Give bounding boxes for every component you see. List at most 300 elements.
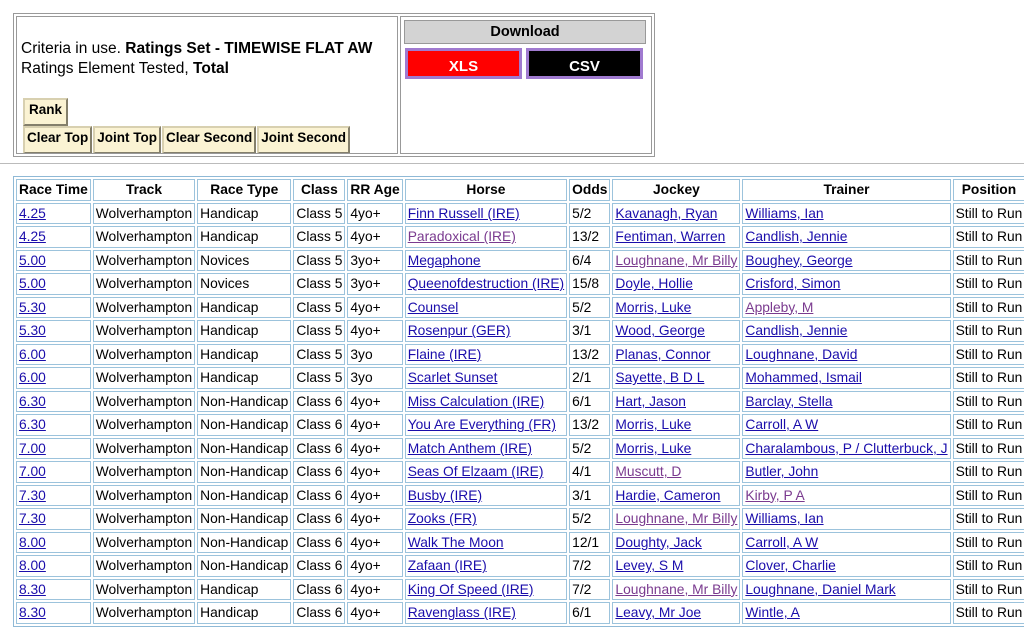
- odds-cell: 5/2: [569, 438, 610, 460]
- class-cell: Class 5: [293, 344, 345, 366]
- race-time-link[interactable]: 7.00: [19, 440, 46, 456]
- jockey-cell: [612, 555, 740, 577]
- odds-cell: 6/4: [569, 250, 610, 272]
- trainer-cell: [742, 203, 950, 225]
- header-horse: Horse: [405, 179, 567, 201]
- horse-cell: [405, 250, 567, 272]
- race-time-cell: [16, 461, 91, 483]
- trainer-link[interactable]: Loughnane, Daniel Mark: [745, 581, 896, 597]
- horse-link[interactable]: Match Anthem (IRE): [407, 440, 532, 456]
- horse-link[interactable]: Seas Of Elzaam (IRE): [407, 464, 544, 480]
- trainer-link[interactable]: Carroll, A W: [745, 534, 819, 550]
- class-cell: Class 6: [293, 579, 345, 601]
- class-cell: Class 6: [293, 391, 345, 413]
- odds-cell: 3/1: [569, 485, 610, 507]
- jockey-link[interactable]: Doyle, Hollie: [615, 276, 693, 292]
- trainer-cell: [742, 367, 950, 389]
- horse-link[interactable]: King Of Speed (IRE): [407, 581, 534, 597]
- race-time-cell: [16, 320, 91, 342]
- rr-age-cell: 4yo+: [347, 485, 402, 507]
- trainer-cell: [742, 579, 950, 601]
- table-row: [16, 461, 1024, 483]
- position-cell: Still to Run: [953, 414, 1024, 436]
- horse-link[interactable]: Queenofdestruction (IRE): [407, 276, 565, 292]
- odds-cell: 7/2: [569, 555, 610, 577]
- horse-cell: [405, 391, 567, 413]
- horse-cell: [405, 508, 567, 530]
- rr-age-cell: 3yo: [347, 367, 402, 389]
- position-cell: Still to Run: [953, 461, 1024, 483]
- trainer-link[interactable]: Clover, Charlie: [745, 558, 836, 574]
- track-cell: Wolverhampton: [93, 508, 195, 530]
- joint-second-button[interactable]: Joint Second: [257, 126, 350, 154]
- header-jockey: Jockey: [612, 179, 740, 201]
- jockey-link[interactable]: Loughnane, Mr Billy: [615, 581, 738, 597]
- download-csv-button[interactable]: CSV: [526, 48, 643, 79]
- position-cell: Still to Run: [953, 273, 1024, 295]
- race-time-link[interactable]: 7.30: [19, 511, 46, 527]
- filter-button-row: [23, 126, 350, 154]
- track-cell: Wolverhampton: [93, 532, 195, 554]
- table-row: [16, 508, 1024, 530]
- jockey-cell: [612, 579, 740, 601]
- class-cell: Class 6: [293, 602, 345, 624]
- race-type-cell: Non-Handicap: [197, 414, 291, 436]
- class-cell: Class 5: [293, 203, 345, 225]
- jockey-cell: [612, 461, 740, 483]
- jockey-cell: [612, 438, 740, 460]
- race-type-cell: Non-Handicap: [197, 508, 291, 530]
- race-time-link[interactable]: 5.00: [19, 276, 46, 292]
- track-cell: Wolverhampton: [93, 414, 195, 436]
- race-time-cell: [16, 344, 91, 366]
- table-row: [16, 367, 1024, 389]
- trainer-cell: [742, 297, 950, 319]
- race-time-cell: [16, 250, 91, 272]
- track-cell: Wolverhampton: [93, 555, 195, 577]
- race-time-cell: [16, 203, 91, 225]
- trainer-cell: [742, 602, 950, 624]
- class-cell: Class 5: [293, 320, 345, 342]
- jockey-link[interactable]: Morris, Luke: [615, 417, 692, 433]
- horse-cell: [405, 414, 567, 436]
- horse-link[interactable]: Miss Calculation (IRE): [407, 393, 545, 409]
- track-cell: Wolverhampton: [93, 367, 195, 389]
- ratings-set-value: Ratings Set - TIMEWISE FLAT AW: [125, 40, 373, 57]
- race-time-link[interactable]: 6.30: [19, 393, 46, 409]
- track-cell: Wolverhampton: [93, 250, 195, 272]
- odds-cell: 12/1: [569, 532, 610, 554]
- rr-age-cell: 3yo: [347, 344, 402, 366]
- jockey-cell: [612, 367, 740, 389]
- race-time-cell: [16, 226, 91, 248]
- trainer-link[interactable]: Loughnane, David: [745, 346, 858, 362]
- trainer-link[interactable]: Appleby, M: [745, 299, 814, 315]
- odds-cell: 5/2: [569, 508, 610, 530]
- jockey-link[interactable]: Planas, Connor: [615, 346, 711, 362]
- table-row: [16, 602, 1024, 624]
- download-xls-button[interactable]: XLS: [405, 48, 522, 79]
- horse-cell: [405, 602, 567, 624]
- rr-age-cell: 4yo+: [347, 391, 402, 413]
- jockey-cell: [612, 508, 740, 530]
- class-cell: Class 6: [293, 485, 345, 507]
- rr-age-cell: 4yo+: [347, 226, 402, 248]
- trainer-cell: [742, 344, 950, 366]
- rr-age-cell: 3yo+: [347, 250, 402, 272]
- race-time-cell: [16, 532, 91, 554]
- track-cell: Wolverhampton: [93, 485, 195, 507]
- race-time-link[interactable]: 7.00: [19, 464, 46, 480]
- track-cell: Wolverhampton: [93, 226, 195, 248]
- clear-top-button[interactable]: Clear Top: [23, 126, 92, 154]
- jockey-link[interactable]: Kavanagh, Ryan: [615, 205, 718, 221]
- jockey-link[interactable]: Hardie, Cameron: [615, 487, 721, 503]
- track-cell: Wolverhampton: [93, 438, 195, 460]
- race-type-cell: Handicap: [197, 226, 291, 248]
- header-track: Track: [93, 179, 195, 201]
- horse-link[interactable]: Paradoxical (IRE): [407, 229, 516, 245]
- position-cell: Still to Run: [953, 391, 1024, 413]
- race-time-cell: [16, 297, 91, 319]
- trainer-cell: [742, 485, 950, 507]
- jockey-link[interactable]: Loughnane, Mr Billy: [615, 511, 738, 527]
- jockey-cell: [612, 602, 740, 624]
- race-time-cell: [16, 391, 91, 413]
- class-cell: Class 6: [293, 438, 345, 460]
- horse-cell: [405, 438, 567, 460]
- trainer-cell: [742, 461, 950, 483]
- trainer-cell: [742, 320, 950, 342]
- horse-cell: [405, 461, 567, 483]
- race-time-link[interactable]: 6.30: [19, 417, 46, 433]
- rr-age-cell: 4yo+: [347, 508, 402, 530]
- trainer-cell: [742, 532, 950, 554]
- trainer-cell: [742, 438, 950, 460]
- jockey-cell: [612, 344, 740, 366]
- horse-link[interactable]: Rosenpur (GER): [407, 323, 511, 339]
- table-body: [16, 203, 1024, 624]
- class-cell: Class 6: [293, 414, 345, 436]
- odds-cell: 7/2: [569, 579, 610, 601]
- odds-cell: 4/1: [569, 461, 610, 483]
- odds-cell: 13/2: [569, 226, 610, 248]
- jockey-cell: [612, 414, 740, 436]
- criteria-box: [16, 16, 398, 154]
- horse-link[interactable]: Counsel: [407, 299, 459, 315]
- jockey-link[interactable]: Morris, Luke: [615, 440, 692, 456]
- trainer-link[interactable]: Barclay, Stella: [745, 393, 833, 409]
- table-row: [16, 579, 1024, 601]
- results-table-wrapper: [13, 176, 1024, 627]
- results-table: [13, 176, 1024, 627]
- trainer-cell: [742, 250, 950, 272]
- odds-cell: 5/2: [569, 203, 610, 225]
- race-type-cell: Handicap: [197, 344, 291, 366]
- position-cell: Still to Run: [953, 532, 1024, 554]
- jockey-cell: [612, 226, 740, 248]
- jockey-link[interactable]: Morris, Luke: [615, 299, 692, 315]
- criteria-line1-prefix: Criteria in use.: [21, 40, 121, 57]
- horse-cell: [405, 320, 567, 342]
- race-time-cell: [16, 555, 91, 577]
- jockey-cell: [612, 250, 740, 272]
- odds-cell: 5/2: [569, 297, 610, 319]
- horse-link[interactable]: Finn Russell (IRE): [407, 205, 520, 221]
- horse-cell: [405, 579, 567, 601]
- jockey-cell: [612, 485, 740, 507]
- track-cell: Wolverhampton: [93, 297, 195, 319]
- jockey-link[interactable]: Sayette, B D L: [615, 370, 705, 386]
- track-cell: Wolverhampton: [93, 391, 195, 413]
- class-cell: Class 6: [293, 461, 345, 483]
- position-cell: Still to Run: [953, 250, 1024, 272]
- trainer-cell: [742, 273, 950, 295]
- jockey-link[interactable]: Muscutt, D: [615, 464, 682, 480]
- horse-link[interactable]: Walk The Moon: [407, 534, 504, 550]
- position-cell: Still to Run: [953, 438, 1024, 460]
- horse-link[interactable]: Scarlet Sunset: [407, 370, 498, 386]
- trainer-link[interactable]: Williams, Ian: [745, 205, 824, 221]
- class-cell: Class 5: [293, 226, 345, 248]
- race-type-cell: Non-Handicap: [197, 532, 291, 554]
- trainer-link[interactable]: Mohammed, Ismail: [745, 370, 862, 386]
- table-row: [16, 320, 1024, 342]
- race-type-cell: Non-Handicap: [197, 485, 291, 507]
- table-row: [16, 485, 1024, 507]
- rr-age-cell: 4yo+: [347, 532, 402, 554]
- table-row: [16, 226, 1024, 248]
- rr-age-cell: 4yo+: [347, 579, 402, 601]
- table-row: [16, 344, 1024, 366]
- track-cell: Wolverhampton: [93, 344, 195, 366]
- position-cell: Still to Run: [953, 226, 1024, 248]
- position-cell: Still to Run: [953, 367, 1024, 389]
- race-time-link[interactable]: 5.00: [19, 252, 46, 268]
- table-header-row: [16, 179, 1024, 201]
- odds-cell: 13/2: [569, 414, 610, 436]
- jockey-cell: [612, 391, 740, 413]
- criteria-text: [21, 39, 372, 79]
- horse-link[interactable]: Flaine (IRE): [407, 346, 482, 362]
- jockey-cell: [612, 297, 740, 319]
- horse-link[interactable]: You Are Everything (FR): [407, 417, 556, 433]
- position-cell: Still to Run: [953, 297, 1024, 319]
- track-cell: Wolverhampton: [93, 273, 195, 295]
- rr-age-cell: 3yo+: [347, 273, 402, 295]
- track-cell: Wolverhampton: [93, 602, 195, 624]
- race-time-link[interactable]: 8.00: [19, 534, 46, 550]
- odds-cell: 15/8: [569, 273, 610, 295]
- race-time-link[interactable]: 6.00: [19, 370, 46, 386]
- table-row: [16, 414, 1024, 436]
- trainer-link[interactable]: Candlish, Jennie: [745, 323, 848, 339]
- horse-cell: [405, 273, 567, 295]
- rr-age-cell: 4yo+: [347, 414, 402, 436]
- jockey-link[interactable]: Doughty, Jack: [615, 534, 702, 550]
- table-row: [16, 555, 1024, 577]
- jockey-cell: [612, 273, 740, 295]
- class-cell: Class 6: [293, 555, 345, 577]
- rr-age-cell: 4yo+: [347, 297, 402, 319]
- trainer-cell: [742, 555, 950, 577]
- joint-top-button[interactable]: Joint Top: [93, 126, 161, 154]
- track-cell: Wolverhampton: [93, 203, 195, 225]
- race-type-cell: Handicap: [197, 203, 291, 225]
- race-time-cell: [16, 579, 91, 601]
- trainer-link[interactable]: Carroll, A W: [745, 417, 819, 433]
- track-cell: Wolverhampton: [93, 320, 195, 342]
- race-time-cell: [16, 414, 91, 436]
- race-type-cell: Novices: [197, 250, 291, 272]
- criteria-panel: [13, 13, 655, 157]
- class-cell: Class 5: [293, 297, 345, 319]
- header-race-type: Race Type: [197, 179, 291, 201]
- table-row: [16, 297, 1024, 319]
- rank-button[interactable]: Rank: [23, 98, 68, 126]
- trainer-link[interactable]: Candlish, Jennie: [745, 229, 848, 245]
- odds-cell: 13/2: [569, 344, 610, 366]
- rr-age-cell: 4yo+: [347, 320, 402, 342]
- trainer-link[interactable]: Kirby, P A: [745, 487, 805, 503]
- jockey-link[interactable]: Leavy, Mr Joe: [615, 605, 702, 621]
- position-cell: Still to Run: [953, 320, 1024, 342]
- download-box: [400, 16, 652, 154]
- trainer-cell: [742, 508, 950, 530]
- class-cell: Class 5: [293, 250, 345, 272]
- race-time-cell: [16, 438, 91, 460]
- race-type-cell: Handicap: [197, 297, 291, 319]
- table-row: [16, 391, 1024, 413]
- position-cell: Still to Run: [953, 579, 1024, 601]
- header-position: Position: [953, 179, 1024, 201]
- clear-second-button[interactable]: Clear Second: [162, 126, 256, 154]
- odds-cell: 6/1: [569, 391, 610, 413]
- trainer-link[interactable]: Butler, John: [745, 464, 819, 480]
- horse-link[interactable]: Busby (IRE): [407, 487, 483, 503]
- jockey-link[interactable]: Hart, Jason: [615, 393, 686, 409]
- trainer-cell: [742, 391, 950, 413]
- ratings-element-value: Total: [193, 60, 229, 77]
- table-row: [16, 250, 1024, 272]
- race-time-link[interactable]: 4.25: [19, 229, 46, 245]
- position-cell: Still to Run: [953, 555, 1024, 577]
- race-time-cell: [16, 367, 91, 389]
- race-type-cell: Handicap: [197, 367, 291, 389]
- race-time-link[interactable]: 7.30: [19, 487, 46, 503]
- horse-cell: [405, 203, 567, 225]
- horse-cell: [405, 297, 567, 319]
- race-type-cell: Handicap: [197, 320, 291, 342]
- odds-cell: 3/1: [569, 320, 610, 342]
- header-race-time: Race Time: [16, 179, 91, 201]
- race-type-cell: Handicap: [197, 579, 291, 601]
- race-time-link[interactable]: 8.30: [19, 605, 46, 621]
- position-cell: Still to Run: [953, 485, 1024, 507]
- race-time-cell: [16, 485, 91, 507]
- position-cell: Still to Run: [953, 203, 1024, 225]
- rr-age-cell: 4yo+: [347, 555, 402, 577]
- class-cell: Class 6: [293, 508, 345, 530]
- table-row: [16, 532, 1024, 554]
- rr-age-cell: 4yo+: [347, 602, 402, 624]
- horse-link[interactable]: Zooks (FR): [407, 511, 477, 527]
- trainer-link[interactable]: Charalambous, P / Clutterbuck, J: [745, 440, 948, 456]
- trainer-cell: [742, 414, 950, 436]
- horse-cell: [405, 532, 567, 554]
- jockey-link[interactable]: Levey, S M: [615, 558, 684, 574]
- jockey-cell: [612, 320, 740, 342]
- jockey-cell: [612, 532, 740, 554]
- jockey-link[interactable]: Loughnane, Mr Billy: [615, 252, 738, 268]
- race-type-cell: Non-Handicap: [197, 461, 291, 483]
- rr-age-cell: 4yo+: [347, 461, 402, 483]
- download-title: Download: [404, 20, 646, 44]
- table-row: [16, 273, 1024, 295]
- position-cell: Still to Run: [953, 602, 1024, 624]
- header-class: Class: [293, 179, 345, 201]
- trainer-link[interactable]: Wintle, A: [745, 605, 800, 621]
- horse-cell: [405, 344, 567, 366]
- race-time-link[interactable]: 5.30: [19, 323, 46, 339]
- header-rr-age: RR Age: [347, 179, 402, 201]
- odds-cell: 2/1: [569, 367, 610, 389]
- jockey-cell: [612, 203, 740, 225]
- race-time-cell: [16, 508, 91, 530]
- trainer-link[interactable]: Williams, Ian: [745, 511, 824, 527]
- race-time-link[interactable]: 4.25: [19, 205, 46, 221]
- horse-link[interactable]: Ravenglass (IRE): [407, 605, 516, 621]
- horse-cell: [405, 226, 567, 248]
- jockey-link[interactable]: Wood, George: [615, 323, 705, 339]
- rr-age-cell: 4yo+: [347, 203, 402, 225]
- trainer-cell: [742, 226, 950, 248]
- race-type-cell: Non-Handicap: [197, 555, 291, 577]
- jockey-link[interactable]: Fentiman, Warren: [615, 229, 726, 245]
- table-row: [16, 438, 1024, 460]
- position-cell: Still to Run: [953, 508, 1024, 530]
- criteria-line2-prefix: Ratings Element Tested,: [21, 60, 189, 77]
- race-type-cell: Handicap: [197, 602, 291, 624]
- race-type-cell: Non-Handicap: [197, 438, 291, 460]
- race-type-cell: Non-Handicap: [197, 391, 291, 413]
- class-cell: Class 5: [293, 367, 345, 389]
- trainer-link[interactable]: Boughey, George: [745, 252, 853, 268]
- race-time-cell: [16, 273, 91, 295]
- class-cell: Class 6: [293, 532, 345, 554]
- horse-cell: [405, 367, 567, 389]
- race-time-link[interactable]: 8.00: [19, 558, 46, 574]
- rr-age-cell: 4yo+: [347, 438, 402, 460]
- odds-cell: 6/1: [569, 602, 610, 624]
- race-time-link[interactable]: 5.30: [19, 299, 46, 315]
- position-cell: Still to Run: [953, 344, 1024, 366]
- race-time-cell: [16, 602, 91, 624]
- divider: [0, 163, 1024, 164]
- horse-cell: [405, 485, 567, 507]
- header-trainer: Trainer: [742, 179, 950, 201]
- header-odds: Odds: [569, 179, 610, 201]
- race-time-link[interactable]: 6.00: [19, 346, 46, 362]
- horse-link[interactable]: Zafaan (IRE): [407, 558, 487, 574]
- trainer-link[interactable]: Crisford, Simon: [745, 276, 841, 292]
- class-cell: Class 5: [293, 273, 345, 295]
- race-type-cell: Novices: [197, 273, 291, 295]
- race-time-link[interactable]: 8.30: [19, 581, 46, 597]
- horse-cell: [405, 555, 567, 577]
- horse-link[interactable]: Megaphone: [407, 252, 481, 268]
- table-row: [16, 203, 1024, 225]
